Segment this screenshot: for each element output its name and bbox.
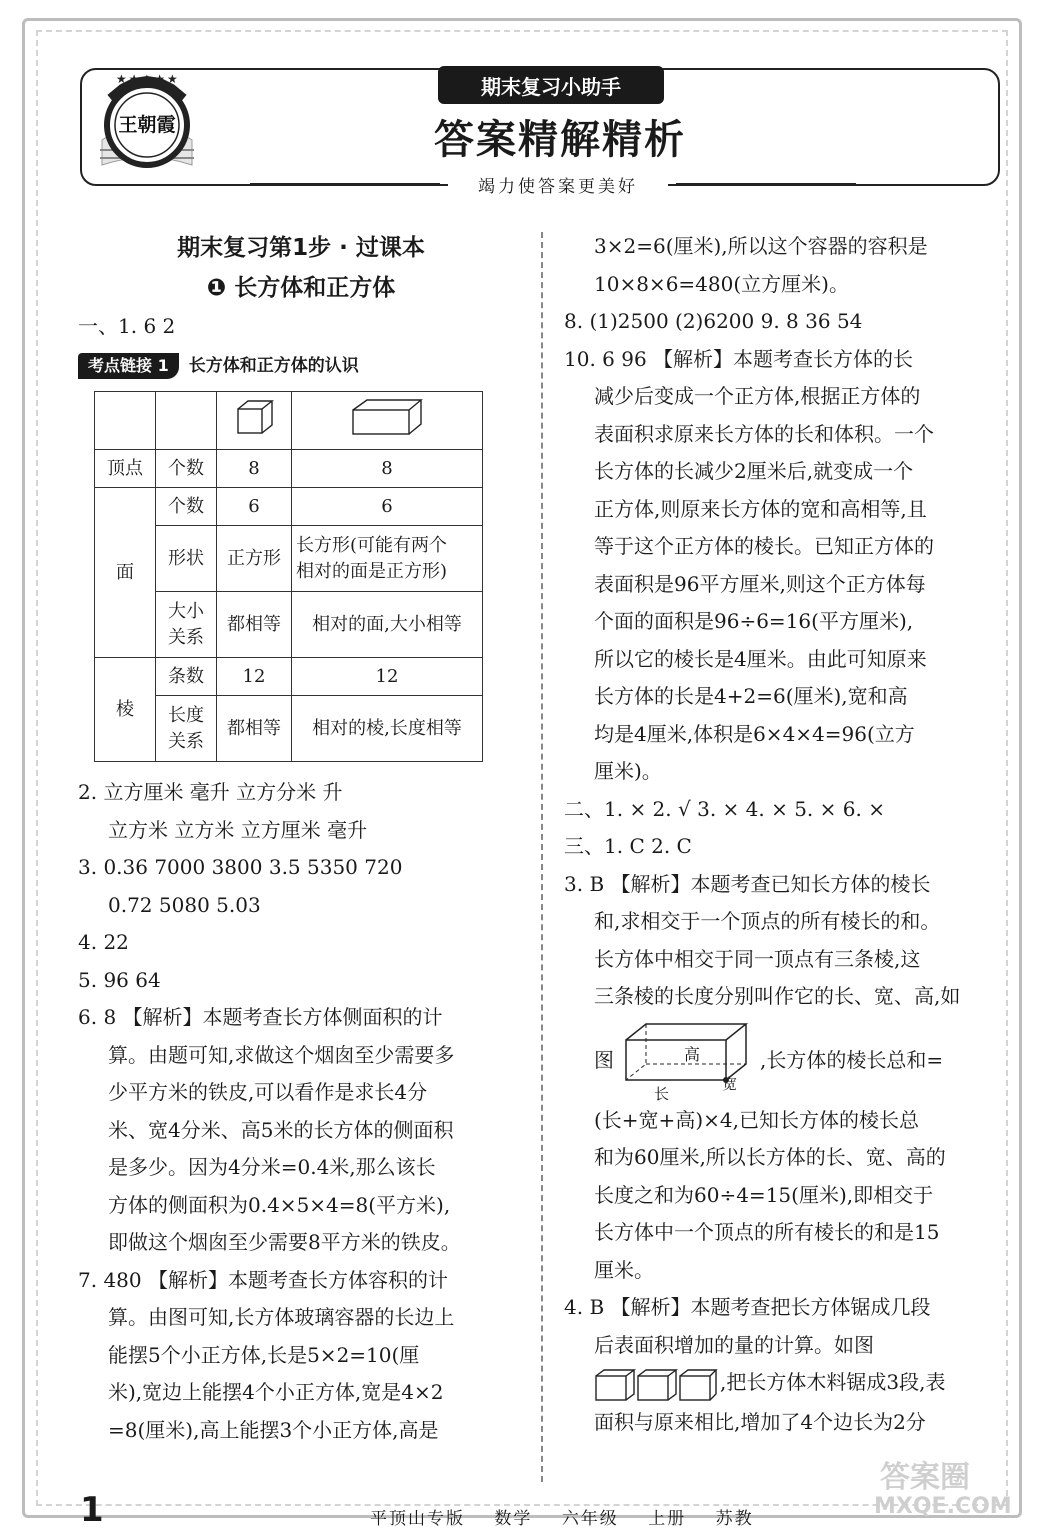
- answer-line: 表面积是96平方厘米,则这个正方体每: [594, 571, 926, 596]
- table-cell: 个数: [156, 488, 217, 526]
- cuboid-icon: [349, 396, 425, 438]
- table-cell: 12: [217, 658, 292, 696]
- figure-label-height: 高: [684, 1044, 701, 1064]
- figure-suffix: ,长方体的棱长总和=: [760, 1047, 944, 1072]
- footer-publisher: 苏教: [715, 1509, 754, 1529]
- table-cell: 都相等: [217, 592, 292, 658]
- properties-table: [94, 391, 483, 762]
- answer-line: 立方米 立方米 立方厘米 毫升: [108, 817, 368, 842]
- answer-line: 个面的面积是96÷6=16(平方厘米),: [594, 609, 914, 633]
- watermark-bottom: MXQE.COM: [874, 1494, 1012, 1519]
- answer-line: 即做这个烟囱至少需要8平方米的铁皮。: [108, 1230, 461, 1254]
- answer-line: 和,求相交于一个顶点的所有棱长的和。: [594, 909, 941, 933]
- answer-line: 等于这个正方体的棱长。已知正方体的: [594, 534, 934, 558]
- answer-line: 算。由题可知,求做这个烟囱至少需要多: [108, 1042, 455, 1067]
- answer-line: 米、宽4分米、高5米的长方体的侧面积: [108, 1117, 454, 1142]
- answer-line: 10. 6 96 【解析】本题考查长方体的长: [564, 346, 914, 371]
- kaodian-title: 长方体和正方体的认识: [188, 355, 359, 376]
- table-cell: 都相等: [217, 696, 292, 762]
- answer-line: 均是4厘米,体积是6×4×4=96(立方: [594, 721, 915, 746]
- header-slogan: 竭力使答案更美好: [448, 172, 668, 197]
- watermark-top: 答案圈: [880, 1460, 970, 1495]
- answer-line: 三、1. C 2. C: [564, 834, 692, 858]
- cubes-suffix: ,把长方体木料锯成3段,表: [720, 1370, 946, 1394]
- figure-label-width: 宽: [722, 1074, 738, 1093]
- table-cell-line: 关系: [168, 730, 204, 752]
- table-cell: [292, 526, 483, 592]
- answer-line: 二、1. × 2. √ 3. × 4. × 5. × 6. ×: [564, 796, 885, 821]
- table-cell-line: 长度: [168, 704, 204, 726]
- answer-line: 少平方米的铁皮,可以看作是求长4分: [108, 1080, 428, 1104]
- table-cell-line: 相对的面是正方形): [296, 560, 448, 582]
- answer-line: 7. 480 【解析】本题考查长方体容积的计: [78, 1267, 448, 1292]
- answer-line: 减少后变成一个正方体,根据正方体的: [594, 384, 921, 408]
- table-cell: [156, 592, 217, 658]
- answer-line: 4. 22: [78, 930, 129, 954]
- answer-line: 能摆5个小正方体,长是5×2=10(厘: [108, 1342, 420, 1367]
- answer-line: 长方体的长是4+2=6(厘米),宽和高: [594, 684, 908, 708]
- column-divider: [541, 232, 543, 1482]
- answer-line: 3. 0.36 7000 3800 3.5 5350 720: [78, 855, 403, 879]
- table-header-cell: [156, 392, 217, 450]
- answer-line: 方体的侧面积为0.4×5×4=8(平方米),: [108, 1192, 451, 1217]
- three-cubes-diagram: [594, 1368, 718, 1402]
- table-cell: 面: [95, 488, 156, 658]
- table-cell: 条数: [156, 658, 217, 696]
- table-cell: [156, 696, 217, 762]
- table-cell: 6: [292, 488, 483, 526]
- table-cell: 6: [217, 488, 292, 526]
- answer-line: 后表面积增加的量的计算。如图: [594, 1332, 874, 1357]
- cubes-line: [564, 1364, 1004, 1404]
- answer-line: 长方体中一个顶点的所有棱长的和是15: [594, 1220, 940, 1244]
- table-cell: 相对的棱,长度相等: [292, 696, 483, 762]
- answer-line: =8(厘米),高上能摆3个小正方体,高是: [108, 1417, 439, 1442]
- unit-title: ❶ 长方体和正方体: [206, 275, 396, 301]
- answer-line: 和为60厘米,所以长方体的长、宽、高的: [594, 1145, 946, 1169]
- answer-line: 厘米。: [594, 1257, 654, 1282]
- table-header-cell: [95, 392, 156, 450]
- answer-line: 3×2=6(厘米),所以这个容器的容积是: [594, 234, 928, 258]
- table-cell: 个数: [156, 450, 217, 488]
- answer-line: 长度之和为60÷4=15(厘米),即相交于: [594, 1182, 934, 1207]
- table-cell-line: 关系: [168, 626, 204, 648]
- table-cell: 相对的面,大小相等: [292, 592, 483, 658]
- logo-text: 王朝霞: [118, 114, 176, 136]
- table-cell-line: 大小: [168, 600, 204, 622]
- table-cell: 8: [217, 450, 292, 488]
- header-tab: 期末复习小助手: [438, 66, 664, 104]
- answer-line: 长方体中相交于同一顶点有三条棱,这: [594, 946, 921, 971]
- table-cell: 形状: [156, 526, 217, 592]
- table-cell: 正方形: [217, 526, 292, 592]
- cube-figure-cell: [217, 392, 292, 450]
- table-cell: 8: [292, 450, 483, 488]
- answer-line: 0.72 5080 5.03: [108, 892, 261, 917]
- answer-line: 面积与原来相比,增加了4个边长为2分: [594, 1410, 926, 1434]
- answer-line: 4. B 【解析】本题考查把长方体锯成几段: [564, 1295, 931, 1319]
- footer-edition: 平顶山专版: [370, 1509, 465, 1529]
- answer-line: 是多少。因为4分米=0.4米,那么该长: [108, 1155, 436, 1179]
- footer-info: [370, 1504, 776, 1529]
- header-rule-right: [676, 183, 856, 185]
- footer-grade: 六年级: [561, 1509, 619, 1529]
- footer-volume: 上册: [648, 1509, 687, 1529]
- answer-line: 3. B 【解析】本题考查已知长方体的棱长: [564, 871, 931, 896]
- logo-stars-icon: ★★★★★: [116, 72, 180, 86]
- answer-line: 2. 立方厘米 毫升 立方分米 升: [78, 780, 343, 804]
- answer-line: 长方体的长减少2厘米后,就变成一个: [594, 459, 914, 483]
- answer-line: 表面积求原来长方体的长和体积。一个: [594, 421, 934, 446]
- table-cell: 顶点: [95, 450, 156, 488]
- kaodian-link: [78, 348, 524, 386]
- answer-line: 一、1. 6 2: [78, 314, 176, 338]
- page-title: 答案精解精析: [434, 117, 686, 163]
- answer-line: 算。由图可知,长方体玻璃容器的长边上: [108, 1305, 455, 1329]
- page-number: 1: [80, 1490, 104, 1530]
- cuboid-figure-cell: [292, 392, 483, 450]
- footer-subject: 数学: [494, 1509, 533, 1529]
- table-cell-line: 长方形(可能有两个: [296, 534, 448, 556]
- answer-line: 10×8×6=480(立方厘米)。: [594, 271, 849, 296]
- figure-line: [564, 1016, 1004, 1102]
- answer-line: 米),宽边上能摆4个小正方体,宽是4×2: [108, 1380, 444, 1404]
- answer-line: 8. (1)2500 (2)6200 9. 8 36 54: [564, 309, 863, 333]
- kaodian-tag: 考点链接 1: [78, 353, 179, 379]
- table-cell: 12: [292, 658, 483, 696]
- figure-label-length: 长: [654, 1084, 670, 1103]
- section-title: 期末复习第1步 · 过课本: [177, 235, 425, 261]
- figure-prefix: 图: [594, 1047, 614, 1072]
- table-cell: 棱: [95, 658, 156, 762]
- answer-line: 5. 96 64: [78, 967, 161, 992]
- cube-icon: [234, 397, 274, 437]
- answer-line: 三条棱的长度分别叫作它的长、宽、高,如: [594, 984, 961, 1008]
- answer-line: 正方体,则原来长方体的宽和高相等,且: [594, 496, 927, 521]
- left-column: [78, 228, 524, 1449]
- header-rule-left: [250, 183, 440, 185]
- answer-line: 厘米)。: [594, 759, 662, 783]
- answer-line: 6. 8 【解析】本题考查长方体侧面积的计: [78, 1005, 443, 1029]
- right-column: [564, 228, 1004, 1442]
- answer-line: 所以它的棱长是4厘米。由此可知原来: [594, 646, 927, 671]
- answer-line: (长+宽+高)×4,已知长方体的棱长总: [594, 1107, 919, 1132]
